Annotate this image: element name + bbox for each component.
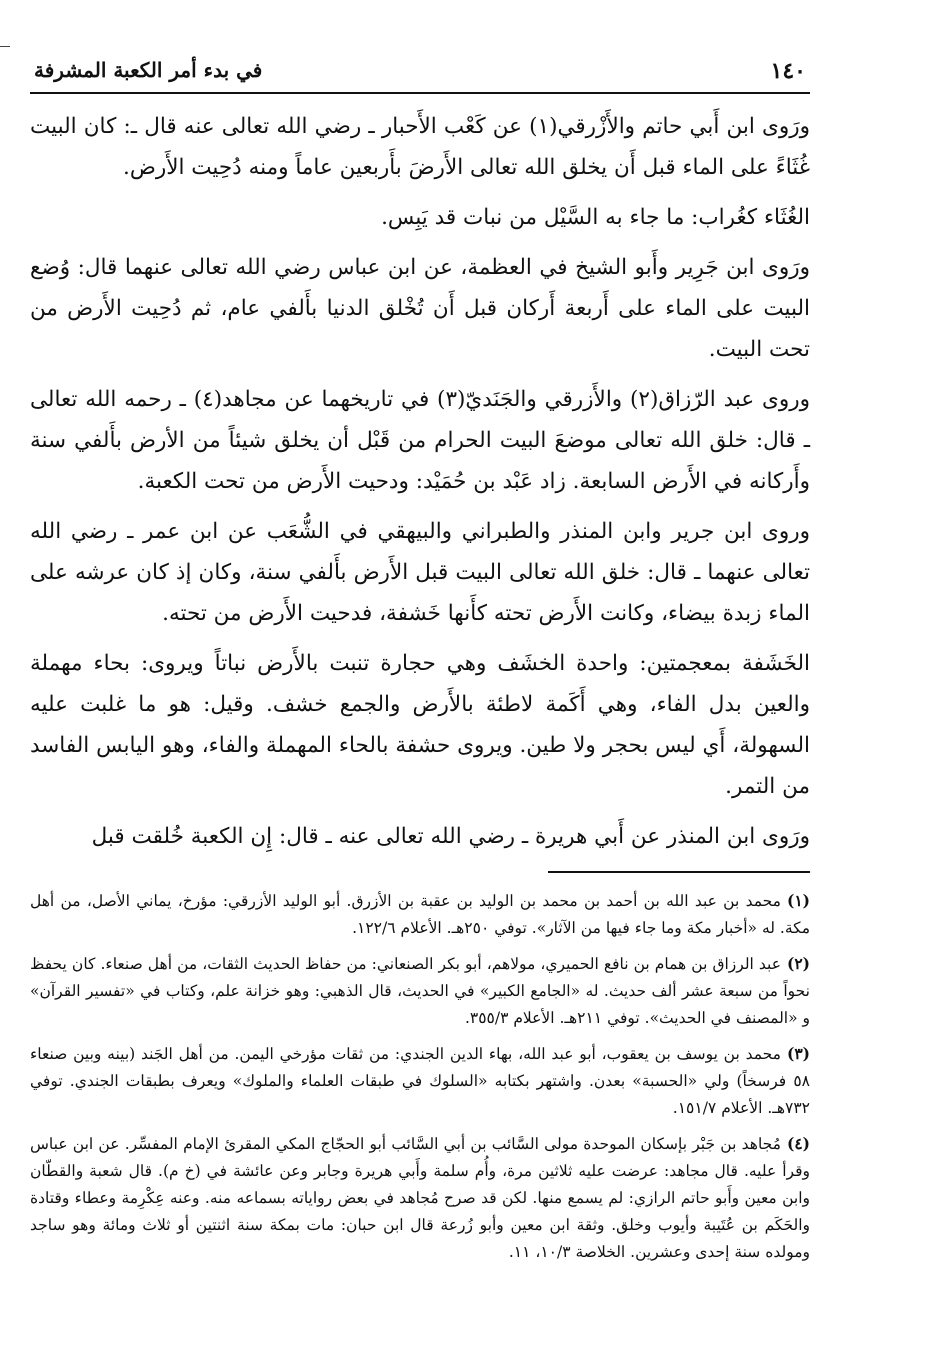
page-edge-mark: [0, 46, 10, 47]
footnote-number: (٢): [786, 954, 810, 973]
footnote-separator: [548, 871, 810, 873]
paragraph: ورَوى ابن المنذر عن أَبي هريرة ـ رضي الله تعالى عنه ـ قال: إِن الكعبة خُلقت قبل: [91, 824, 810, 849]
footnote: [30, 887, 810, 942]
paragraph: الخَشَفة بمعجمتين: واحدة الخشَف وهي حجارة تنبت بالأَرض نباتاً ويروى: بحاء مهملة والعين بدل الفاء، وهي أَكَمة لاطئة بالأَرض والجمع خشف. وقيل: هو ما غلبت عليه السهولة، أَي ليس بحجر ولا طين. ويروى حشفة بالحاء المهملة والفاء، وهو اليابس الفاسد من التمر.: [30, 651, 810, 799]
paragraph: وروى ابن جرير وابن المنذر والطبراني والبيهقي في الشُّعَب عن ابن عمر ـ رضي الله تعالى عنهما ـ قال: خلق الله تعالى البيت قبل الأَرض بأَلفي سنة، وكان إذ كان عرشه على الماء زبدة بيضاء، وكانت الأَرض تحته كأَنها خَشفة، فدحيت الأَرض من تحته.: [30, 519, 810, 626]
main-text: [30, 106, 810, 857]
paragraph: ورَوى ابن جَرِير وأَبو الشيخ في العظمة، عن ابن عباس رضي الله تعالى عنهما قال: وُضع البيت على الماء على أَربعة أَركان قبل أَن تُخْلق الدنيا بأَلفي عام، ثم دُحِيت الأَرض من تحت البيت.: [30, 255, 810, 362]
footnote-number: (٤): [786, 1134, 810, 1153]
footnote: [30, 1130, 810, 1266]
footnote-number: (٣): [786, 1044, 810, 1063]
paragraph: ورَوى ابن أَبي حاتم والأَزْرقي(١) عن كَعْب الأَحبار ـ رضي الله تعالى عنه قال ـ: كان البيت غُثَاءً على الماء قبل أَن يخلق الله تعالى الأَرضَ بأَربعين عاماً ومنه دُحِيت الأَرض.: [30, 114, 810, 180]
footnote-text: محمد بن يوسف بن يعقوب، أبو عبد الله، بهاء الدين الجندي: من ثقات مؤرخي اليمن. من أهل الجَند (بينه وبين صنعاء ٥٨ فرسخاً) ولي «الحسبة» بعدن. واشتهر بكتابه «السلوك في طبقات العلماء والملوك» ويعرف بطبقات الجندي. توفي ٧٣٢هـ. الأعلام ١٥١/٧.: [30, 1045, 810, 1117]
page-header: [30, 48, 810, 94]
footnotes: [30, 887, 810, 1266]
book-page: [30, 48, 810, 1274]
footnote: [30, 950, 810, 1032]
running-title: في بدء أمر الكعبة المشرفة: [34, 58, 263, 82]
paragraph: الغُثَاء كغُراب: ما جاء به السَّيْل من نبات قد يَبِس.: [381, 205, 810, 230]
footnote-text: محمد بن عبد الله بن أحمد بن محمد بن الوليد بن عقبة بن الأزرق. أبو الوليد الأزرقي: مؤرخ، يماني الأصل، من أهل مكة. له «أخبار مكة وما جاء فيها من الآثار». توفي ٢٥٠هـ. الأعلام ١٢٢/٦.: [30, 892, 810, 937]
footnote-text: عبد الرزاق بن همام بن نافع الحميري، مولاهم، أبو بكر الصنعاني: من حفاظ الحديث الثقات، من أهل صنعاء. كان يحفظ نحواً من سبعة عشر ألف حديث. له «الجامع الكبير» في الحديث، قال الذهبي: وهو خزانة علم، وكتاب في «تفسير القرآن» و «المصنف في الحديث». توفي ٢١١هـ. الأعلام ٣٥٥/٣.: [30, 955, 810, 1027]
footnote: [30, 1040, 810, 1122]
page-number: ١٤٠: [770, 58, 806, 84]
footnote-number: (١): [786, 891, 810, 910]
footnote-text: مُجاهد بن جَبْر بإسكان الموحدة مولى السَّائب بن أبي السَّائب أبو الحجّاج المكي المقرئ الإمام المفسِّر. عن ابن عباس وقرأ عليه. قال مجاهد: عرضت عليه ثلاثين مرة، وأُم سلمة وأَبي هريرة وجابر وعن عائشة في (خ م). قال شعبة والقطّان وابن معين وأَبو حاتم الرازي: لم يسمع منها. لكن قد صرح مُجاهد في بعض رواياته بسماعه منه. وعنه عِكْرِمة وعطاء وقتادة والحَكَم بن عُتَيبة وأيوب وخلق. وثقة ابن معين وأبو زُرعة قال ابن حبان: مات بمكة سنة اثنتين أو ثلاث ومائة وهو ساجد ومولده سنة إحدى وعشرين. الخلاصة ١٠/٣، ١١.: [30, 1135, 810, 1261]
paragraph: وروى عبد الرّزاق(٢) والأَزرقي والجَنَديّ(٣) في تاريخهما عن مجاهد(٤) ـ رحمه الله تعالى ـ قال: خلق الله تعالى موضعَ البيت الحرام من قَبْل أن يخلق شيئاً من الأرض بأَلفي سنة وأَركانه في الأَرض السابعة. زاد عَبْد بن حُمَيْد: ودحيت الأَرض من تحت الكعبة.: [30, 387, 811, 494]
